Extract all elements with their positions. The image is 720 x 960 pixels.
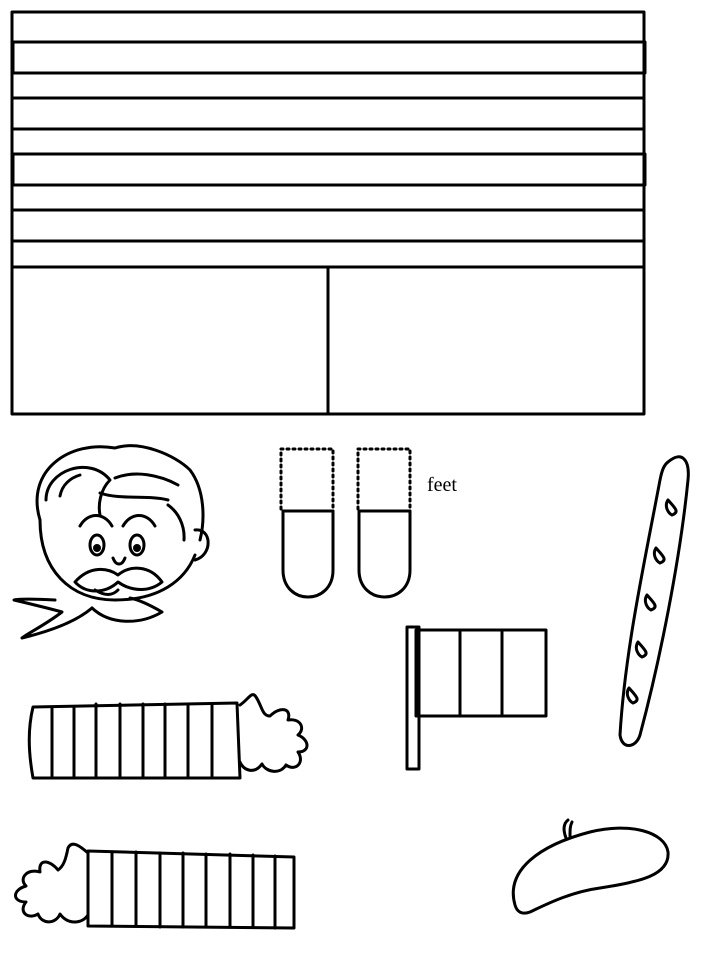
feet-piece [281, 449, 410, 597]
bread-piece [620, 457, 688, 746]
left-arm-piece [16, 844, 295, 928]
body-stripes-panel [12, 12, 645, 414]
beret-piece [513, 820, 668, 913]
flag-piece [407, 627, 546, 769]
feet-label: feet [427, 474, 457, 496]
right-arm-piece [29, 695, 307, 778]
head-piece [14, 446, 208, 638]
